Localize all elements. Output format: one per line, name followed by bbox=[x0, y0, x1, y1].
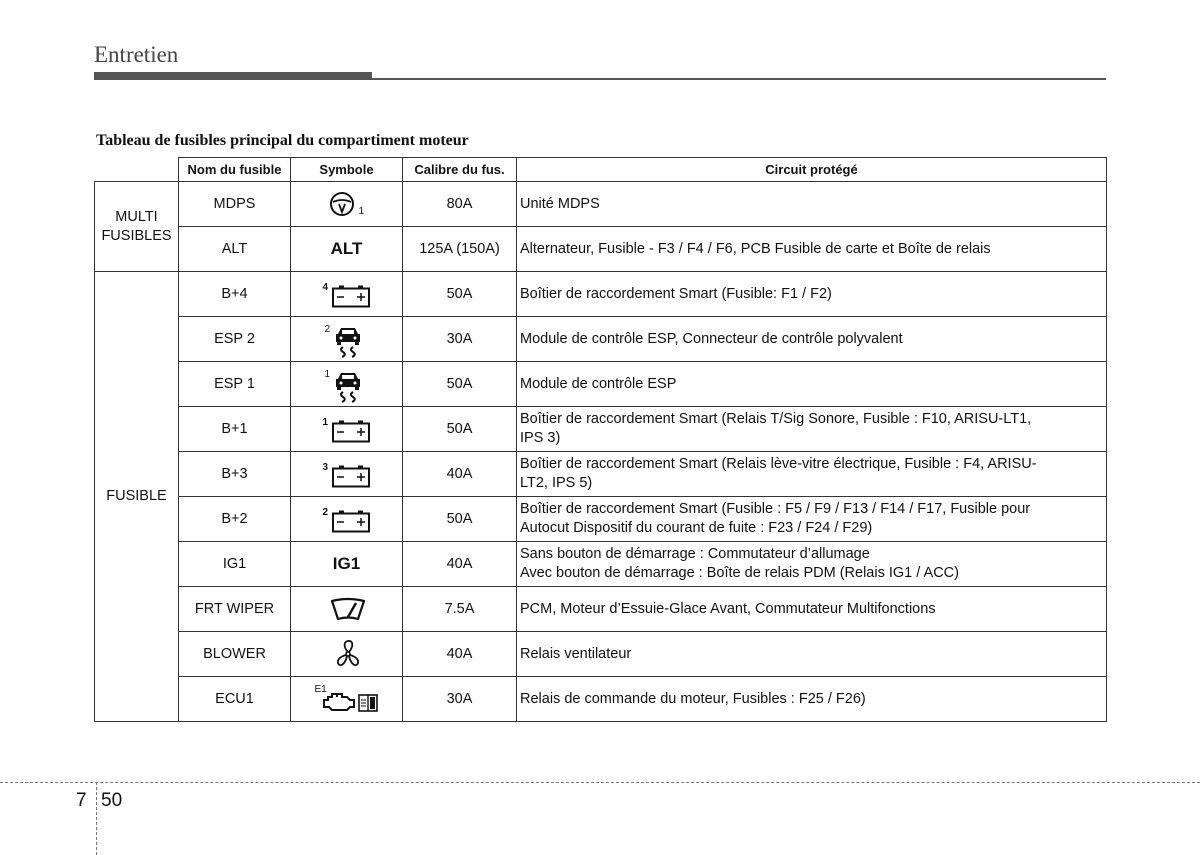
circuit-line: LT2, IPS 5) bbox=[520, 475, 593, 491]
table-row bbox=[95, 542, 1107, 587]
fuse-symbol bbox=[291, 227, 403, 272]
page-number: 50 bbox=[101, 790, 123, 811]
circuit-line: Relais de commande du moteur, Fusibles : F25 / F26) bbox=[520, 690, 866, 707]
fuse-name: IG1 bbox=[179, 542, 291, 587]
fuse-symbol bbox=[291, 632, 403, 677]
column-header-circuit: Circuit protégé bbox=[517, 158, 1107, 182]
page-header-title: Entretien bbox=[94, 42, 179, 67]
fuse-rating: 7.5A bbox=[403, 587, 517, 632]
symbol-number: 2 bbox=[324, 324, 331, 335]
fuse-name: BLOWER bbox=[179, 632, 291, 677]
fuse-circuit bbox=[517, 632, 1107, 677]
group-label-line: MULTI bbox=[115, 208, 158, 225]
manual-book-icon bbox=[357, 693, 379, 713]
symbol-number: E1 bbox=[314, 684, 327, 695]
fuse-rating: 80A bbox=[403, 182, 517, 227]
table-row bbox=[95, 452, 1107, 497]
table-row bbox=[95, 587, 1107, 632]
fuse-circuit bbox=[517, 452, 1107, 497]
fuse-rating: 30A bbox=[403, 677, 517, 722]
fuse-rating: 50A bbox=[403, 362, 517, 407]
footer-vertical-divider bbox=[96, 782, 97, 855]
symbol-text: IG1 bbox=[332, 553, 361, 573]
fuse-circuit bbox=[517, 317, 1107, 362]
battery-icon bbox=[331, 464, 371, 488]
symbol-number: 1 bbox=[324, 369, 331, 380]
header-rule-thin bbox=[372, 78, 1106, 80]
circuit-line: Module de contrôle ESP bbox=[520, 375, 677, 392]
table-row bbox=[95, 497, 1107, 542]
circuit-line: Avec bouton de démarrage : Boîte de relais PDM (Relais IG1 / ACC) bbox=[520, 565, 959, 581]
fuse-name: B+1 bbox=[179, 407, 291, 452]
fuse-symbol bbox=[291, 452, 403, 497]
group-cell-fusible: FUSIBLE bbox=[95, 272, 179, 722]
symbol-number: 1 bbox=[322, 417, 329, 428]
fuse-rating: 40A bbox=[403, 452, 517, 497]
engine-icon bbox=[322, 691, 356, 713]
table-row bbox=[95, 227, 1107, 272]
header-rule-thick bbox=[94, 72, 372, 80]
fuse-circuit bbox=[517, 677, 1107, 722]
windshield-wiper-icon bbox=[329, 597, 367, 623]
circuit-line: Boîtier de raccordement Smart (Relais T/Sig Sonore, Fusible : F10, ARISU-LT1, bbox=[520, 411, 1032, 427]
table-row bbox=[95, 407, 1107, 452]
column-header-symbol: Symbole bbox=[291, 158, 403, 182]
table-row bbox=[95, 632, 1107, 677]
column-header-name: Nom du fusible bbox=[179, 158, 291, 182]
table-row bbox=[95, 362, 1107, 407]
fuse-circuit bbox=[517, 542, 1107, 587]
fuse-circuit bbox=[517, 272, 1107, 317]
skid-car-icon bbox=[334, 324, 362, 358]
fuse-rating: 40A bbox=[403, 542, 517, 587]
skid-car-icon bbox=[334, 369, 362, 403]
fuse-circuit bbox=[517, 182, 1107, 227]
fuse-table bbox=[94, 157, 1107, 722]
circuit-line: Unité MDPS bbox=[520, 195, 600, 212]
symbol-number: 4 bbox=[322, 282, 329, 293]
table-row bbox=[95, 182, 1107, 227]
circuit-line: Autocut Dispositif du courant de fuite : F23 / F24 / F29) bbox=[520, 520, 873, 536]
fuse-rating: 50A bbox=[403, 407, 517, 452]
circuit-line: Relais ventilateur bbox=[520, 645, 632, 662]
fuse-symbol bbox=[291, 542, 403, 587]
circuit-line: IPS 3) bbox=[520, 430, 561, 446]
fuse-name: B+3 bbox=[179, 452, 291, 497]
fuse-name: FRT WIPER bbox=[179, 587, 291, 632]
fuse-name: ESP 1 bbox=[179, 362, 291, 407]
symbol-text: ALT bbox=[330, 238, 363, 258]
fuse-name: ECU1 bbox=[179, 677, 291, 722]
fuse-circuit bbox=[517, 362, 1107, 407]
fan-icon bbox=[333, 639, 363, 669]
fuse-circuit bbox=[517, 407, 1107, 452]
circuit-line: Boîtier de raccordement Smart (Fusible: F1 / F2) bbox=[520, 285, 832, 302]
battery-icon bbox=[331, 509, 371, 533]
fuse-rating: 40A bbox=[403, 632, 517, 677]
fuse-symbol bbox=[291, 677, 403, 722]
table-row bbox=[95, 272, 1107, 317]
circuit-line: Sans bouton de démarrage : Commutateur d’allumage bbox=[520, 546, 870, 562]
circuit-line: Boîtier de raccordement Smart (Relais lève-vitre électrique, Fusible : F4, ARISU- bbox=[520, 456, 1037, 472]
battery-icon bbox=[331, 284, 371, 308]
steering-wheel-icon bbox=[327, 191, 357, 217]
fuse-symbol bbox=[291, 362, 403, 407]
fuse-rating: 50A bbox=[403, 497, 517, 542]
fuse-symbol bbox=[291, 497, 403, 542]
battery-icon bbox=[331, 419, 371, 443]
symbol-number: 1 bbox=[358, 206, 365, 217]
column-header-rating: Calibre du fus. bbox=[403, 158, 517, 182]
fuse-name: ALT bbox=[179, 227, 291, 272]
fuse-circuit bbox=[517, 227, 1107, 272]
section-title: Tableau de fusibles principal du compartiment moteur bbox=[96, 132, 469, 149]
circuit-line: PCM, Moteur d’Essuie-Glace Avant, Commutateur Multifonctions bbox=[520, 600, 936, 617]
fuse-name: B+4 bbox=[179, 272, 291, 317]
fuse-circuit bbox=[517, 587, 1107, 632]
circuit-line: Alternateur, Fusible - F3 / F4 / F6, PCB Fusible de carte et Boîte de relais bbox=[520, 240, 991, 257]
group-cell-multi bbox=[95, 182, 179, 272]
circuit-line: Boîtier de raccordement Smart (Fusible : F5 / F9 / F13 / F14 / F17, Fusible pour bbox=[520, 501, 1031, 517]
fuse-rating: 50A bbox=[403, 272, 517, 317]
circuit-line: Module de contrôle ESP, Connecteur de contrôle polyvalent bbox=[520, 330, 903, 347]
column-header-group bbox=[95, 158, 179, 182]
fuse-symbol bbox=[291, 182, 403, 227]
fuse-rating: 30A bbox=[403, 317, 517, 362]
group-label-line: FUSIBLES bbox=[101, 227, 172, 244]
table-header-row bbox=[95, 158, 1107, 182]
fuse-rating: 125A (150A) bbox=[403, 227, 517, 272]
fuse-name: MDPS bbox=[179, 182, 291, 227]
fuse-symbol bbox=[291, 407, 403, 452]
symbol-number: 3 bbox=[322, 462, 329, 473]
footer-divider bbox=[0, 782, 1200, 783]
table-row bbox=[95, 317, 1107, 362]
table-row bbox=[95, 677, 1107, 722]
fuse-name: ESP 2 bbox=[179, 317, 291, 362]
fuse-circuit bbox=[517, 497, 1107, 542]
chapter-number: 7 bbox=[76, 790, 87, 811]
fuse-symbol bbox=[291, 317, 403, 362]
fuse-symbol bbox=[291, 272, 403, 317]
fuse-name: B+2 bbox=[179, 497, 291, 542]
fuse-symbol bbox=[291, 587, 403, 632]
symbol-number: 2 bbox=[322, 507, 329, 518]
